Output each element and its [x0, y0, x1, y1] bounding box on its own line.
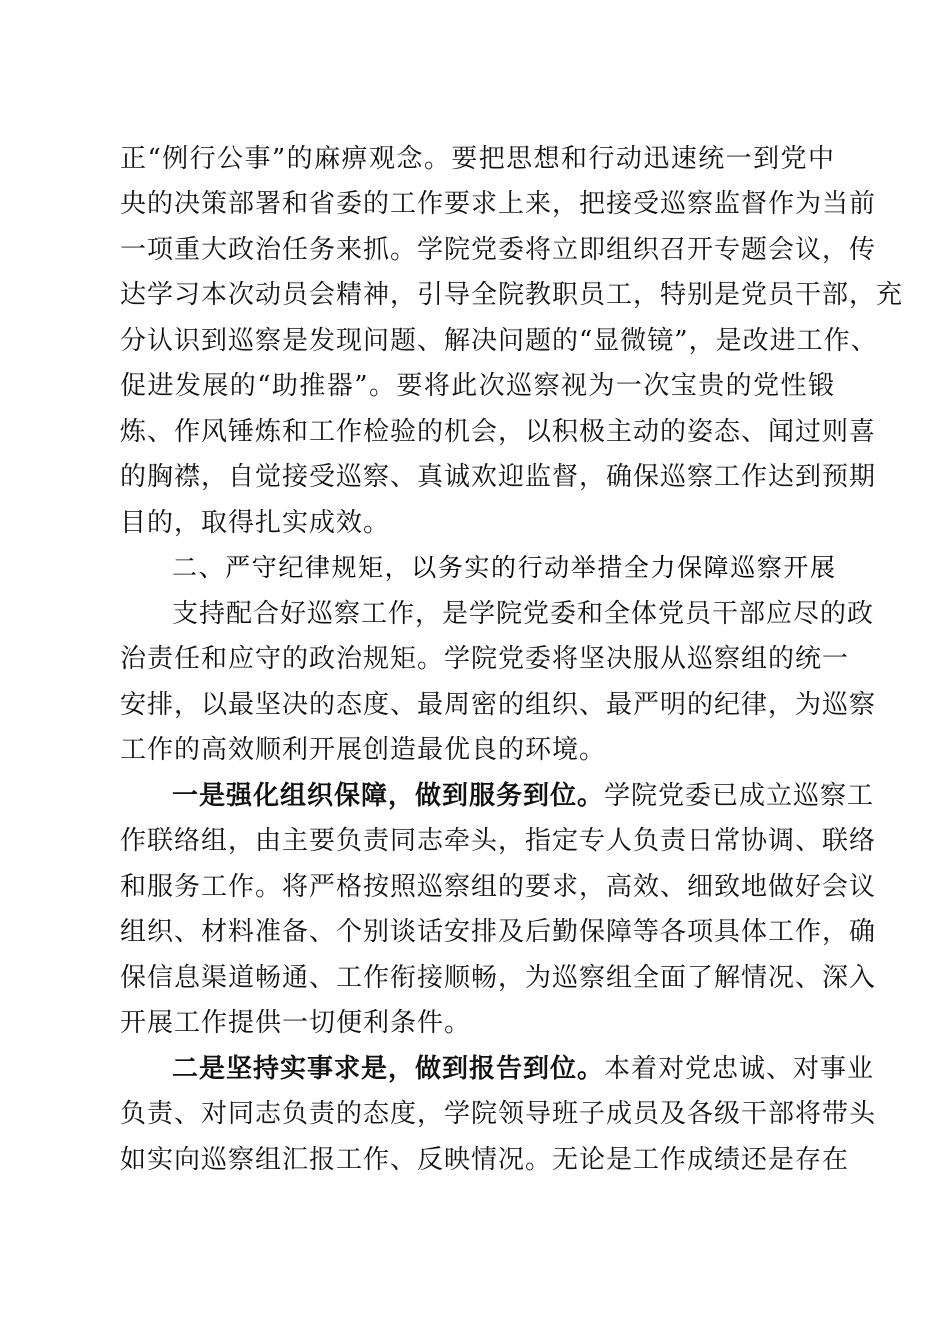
paragraph-1-line-2: 央的决策部署和省委的工作要求上来，把接受巡察监督作为当前 [120, 189, 877, 219]
paragraph-4-lead: 二是坚持实事求是，做到报告到位。 [172, 1054, 605, 1084]
paragraph-2-line-3: 安排，以最坚决的态度、最周密的组织、最严明的纪律，为巡察 [120, 690, 877, 720]
paragraph-1-line-7: 炼、作风锤炼和工作检验的机会，以积极主动的姿态、闻过则喜 [120, 417, 877, 447]
paragraph-3-first-rest: 学院党委已成立巡察工 [604, 781, 875, 811]
paragraph-4-line-1 [172, 1047, 875, 1091]
section-heading: 二、严守纪律规矩，以务实的行动举措全力保障巡察开展 [172, 553, 835, 582]
paragraph-2-line-2: 治责任和应守的政治规矩。学院党委将坚决服从巡察组的统一 [120, 644, 850, 674]
paragraph-3-line-1 [172, 774, 875, 818]
paragraph-2-line-4: 工作的高效顺利开展创造最优良的环境。 [120, 735, 607, 765]
paragraph-2-line-1: 支持配合好巡察工作，是学院党委和全体党员干部应尽的政 [172, 599, 875, 629]
paragraph-1-line-3: 一项重大政治任务来抓。学院党委将立即组织召开专题会议，传 [120, 235, 877, 265]
paragraph-4-line-3: 如实向巡察组汇报工作、反映情况。无论是工作成绩还是存在 [120, 1145, 850, 1175]
paragraph-1-line-5: 分认识到巡察是发现问题、解决问题的“显微镜”，是改进工作、 [120, 326, 878, 356]
paragraph-3-line-2: 作联络组，由主要负责同志牵头，指定专人负责日常协调、联络 [120, 826, 877, 856]
paragraph-1-line-8: 的胸襟，自觉接受巡察、真诚欢迎监督，确保巡察工作达到预期 [120, 462, 877, 492]
paragraph-3-lead: 一是强化组织保障，做到服务到位。 [172, 781, 605, 811]
paragraph-1-line-1: 正“例行公事”的麻痹观念。要把思想和行动迅速统一到党中 [120, 144, 835, 174]
paragraph-3-line-6: 开展工作提供一切便利条件。 [120, 1008, 472, 1038]
paragraph-3-line-5: 保信息渠道畅通、工作衔接顺畅，为巡察组全面了解情况、深入 [120, 963, 877, 993]
paragraph-1-line-9: 目的，取得扎实成效。 [120, 508, 391, 538]
paragraph-1-line-6: 促进发展的“助推器”。要将此次巡察视为一次宝贵的党性锻 [120, 371, 835, 401]
paragraph-3-line-3: 和服务工作。将严格按照巡察组的要求，高效、细致地做好会议 [120, 872, 877, 902]
paragraph-1-line-4: 达学习本次动员会精神，引导全院教职员工，特别是党员干部，充 [120, 280, 904, 310]
paragraph-4-first-rest: 本着对党忠诚、对事业 [604, 1054, 875, 1084]
paragraph-3-line-4: 组织、材料准备、个别谈话安排及后勤保障等各项具体工作，确 [120, 917, 877, 947]
paragraph-4-line-2: 负责、对同志负责的态度，学院领导班子成员及各级干部将带头 [120, 1099, 877, 1129]
